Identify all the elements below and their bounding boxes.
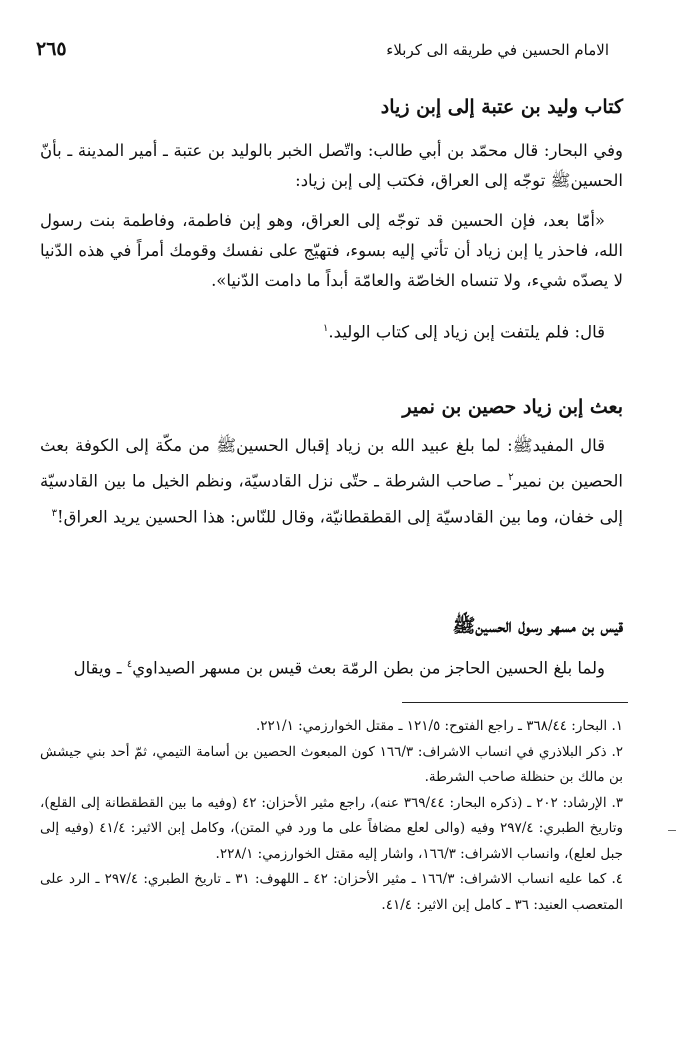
section1-letter-text: «أمّا بعد، فإن الحسين قد توجّه إلى العراق، وهو إبن فاطمة، وفاطمة بنت رسول الله، فاحذر يا إبن زياد أن تأتي إليه بسوء، فتهيّج على نفسك وقومك أمراً في هذه الدّنيا لا يصدّه شيء، ولا تنساه الخاصّة والعامّة أبداً ما دامت الدّنيا». bbox=[40, 211, 623, 290]
running-header bbox=[36, 38, 609, 60]
footnote-ref-4: ٤ bbox=[126, 659, 133, 670]
section1-closing bbox=[40, 314, 623, 348]
section1-closing-text: قال: فلم يلتفت إبن زياد إلى كتاب الوليد. bbox=[328, 322, 605, 342]
footnote-3 bbox=[40, 791, 623, 868]
footnote-text: ذكر البلاذري في انساب الاشراف: ١٦٦/٣ كون المبعوث الحصين بن أسامة التيمي، ثمّ أحد بني جيشش بن مالك بن حنظلة صاحب الشرطة. bbox=[40, 743, 623, 785]
footnote-number: ١. bbox=[611, 718, 623, 734]
running-title: الامام الحسين في طريقه الى كربلاء bbox=[386, 41, 609, 59]
footnote-number: ٣. bbox=[611, 794, 623, 811]
section2-body bbox=[40, 430, 623, 533]
section2-text-a: قال المفيد‌ﷺ: لما بلغ عبيد الله بن زياد إقبال الحسين‌ﷺ من مكّة إلى الكوفة بعث الحصين بن نمير bbox=[40, 436, 623, 491]
section-title-walid-letter: كتاب وليد بن عتبة إلى إبن زياد bbox=[380, 96, 623, 118]
section1-letter bbox=[40, 206, 623, 296]
footnotes bbox=[40, 714, 623, 918]
footnote-2 bbox=[40, 740, 623, 791]
footnote-number: ٢. bbox=[611, 743, 623, 760]
footnote-ref-2: ٢ bbox=[508, 472, 514, 483]
footnote-text: البحار: ٣٦٨/٤٤ ـ راجع الفتوح: ١٢١/٥ ـ مقتل الخوارزمي: ٢٢١/١. bbox=[255, 718, 608, 734]
section3-body bbox=[40, 650, 623, 684]
page-edge-mark bbox=[668, 830, 676, 831]
footnote-text: الإرشاد: ٢٠٢ ـ (ذكره البحار: ٣٦٩/٤٤ عنه)، راجع مثير الأحزان: ٤٢ (وفيه ما بين القطقطانة إلى القلع)، وتاريخ الطبري: ٢٩٧/٤ وفيه (والى لعلع مضافاً على ما ورد في المتن)، وكامل إبن الاثير: ٤١/٤ (وفيه إلى جبل لعلع)، وانساب الاشراف: ١٦٦/٣، واشار إليه مقتل الخوارزمي: ٢٢٨/١. bbox=[40, 794, 624, 862]
footnote-4 bbox=[40, 867, 623, 918]
footnote-number: ٤. bbox=[611, 871, 623, 887]
section3-text: ولما بلغ الحسين الحاجز من بطن الرمّة بعث قيس بن مسهر الصيداوي bbox=[132, 658, 605, 678]
footnote-1 bbox=[40, 714, 623, 740]
section-title-husayn-ibn-numayr: بعث إبن زياد حصين بن نمير bbox=[402, 396, 623, 418]
footnote-text: كما عليه انساب الاشراف: ١٦٦/٣ ـ مثير الأحزان: ٤٢ ـ اللهوف: ٣١ ـ تاريخ الطبري: ٢٩٧/٤ ـ الرد على المتعصب العنيد: ٣٦ ـ كامل إبن الاثير: ٤١/٤. bbox=[40, 871, 623, 913]
page-number: ٢٦٥ bbox=[36, 38, 67, 60]
section1-intro-text: وفي البحار: قال محمّد بن أبي طالب: واتّصل الخبر بالوليد بن عتبة ـ أمير المدينة ـ بأنّ الحسين‌ﷺ توجّه إلى العراق، فكتب إلى إبن زياد: bbox=[40, 141, 623, 190]
footnote-separator bbox=[402, 702, 628, 703]
section3-text-tail: ـ ويقال bbox=[73, 658, 127, 678]
section2-text-b: ـ صاحب الشرطة ـ حتّى نزل القادسيّة، ونظم الخيل ما بين القادسيّة إلى خفان، وما بين القادسيّة إلى القطقطانيّة، وقال للنّاس: هذا الحسين يريد العراق! bbox=[40, 471, 623, 526]
footnote-ref-1: ١ bbox=[323, 323, 329, 334]
footnote-ref-3: ٣ bbox=[51, 507, 58, 519]
section1-intro bbox=[40, 136, 623, 196]
section-title-qays-messenger: قيس بن مسهر رسول الحسين‌ﷺ bbox=[452, 615, 623, 637]
